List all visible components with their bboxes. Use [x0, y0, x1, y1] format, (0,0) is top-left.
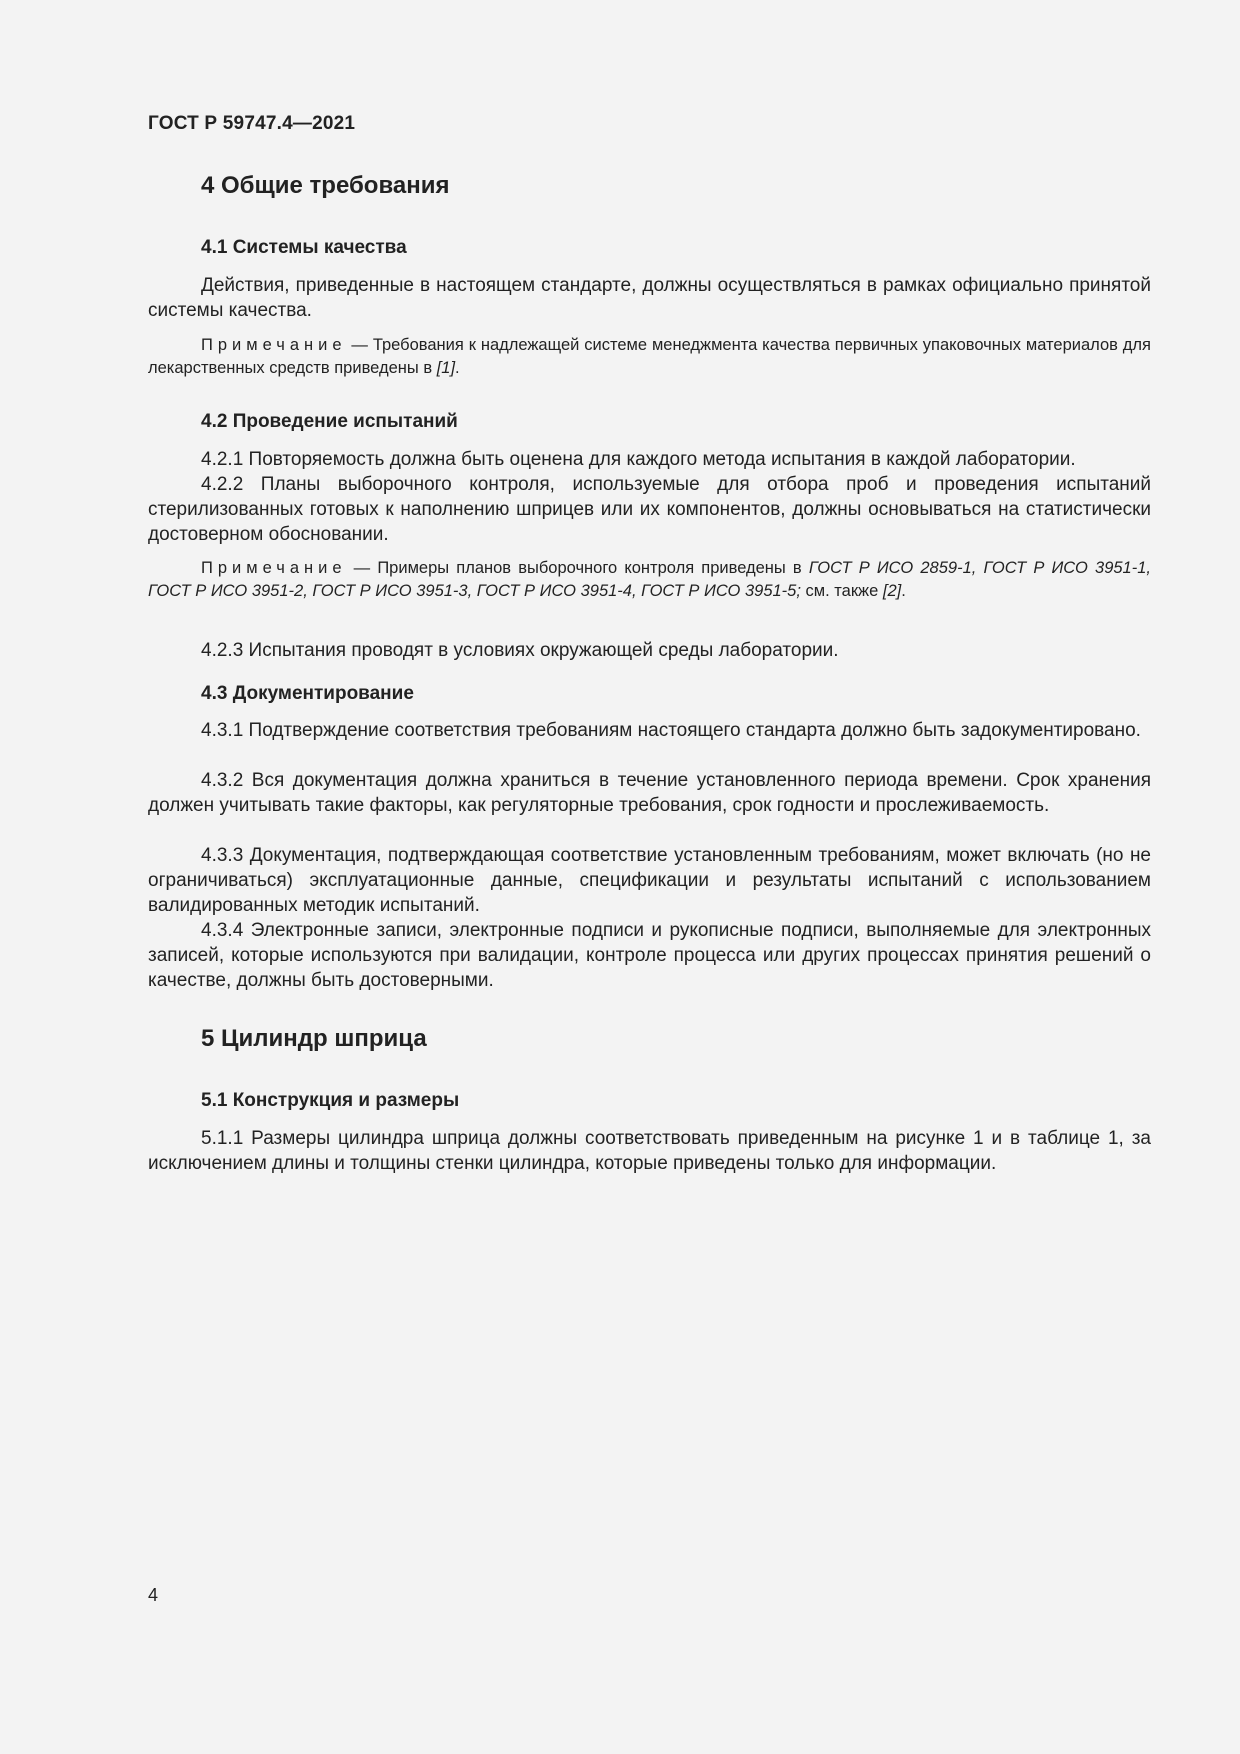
- paragraph: 4.3.3 Документация, подтверждающая соответствие установленным требованиям, может включать (но не ограничиваться) эксплуатационные данные, спецификации и результаты испытаний с использованием валидированных методик испытаний.: [148, 845, 1151, 916]
- section-5-1-title: 5.1 Конструкция и размеры: [201, 1090, 460, 1111]
- section-4-2-title: 4.2 Проведение испытаний: [201, 411, 458, 432]
- document-header: ГОСТ Р 59747.4—2021: [148, 113, 356, 134]
- paragraph: 4.3.1 Подтверждение соответствия требованиям настоящего стандарта должно быть задокументировано.: [201, 720, 1141, 741]
- paragraph: 4.3.4 Электронные записи, электронные подписи и рукописные подписи, выполняемые для электронных записей, которые используются при валидации, контроле процесса или других процессах принятия решений о качестве, должны быть достоверными.: [148, 920, 1151, 991]
- paragraph: 4.2.2 Планы выборочного контроля, используемые для отбора проб и проведения испытаний стерилизованных готовых к наполнению шприцев или их компонентов, должны основываться на статистически достоверном обосновании.: [148, 474, 1151, 545]
- paragraph: 4.3.2 Вся документация должна храниться в течение установленного периода времени. Срок хранения должен учитывать такие факторы, как регуляторные требования, срок годности и прослеживаемость.: [148, 770, 1151, 816]
- paragraph: Действия, приведенные в настоящем стандарте, должны осуществляться в рамках официально принятой системы качества.: [148, 275, 1151, 321]
- page-number: 4: [148, 1585, 159, 1605]
- paragraph: 4.2.3 Испытания проводят в условиях окружающей среды лаборатории.: [201, 640, 839, 661]
- note: Примечание — Примеры планов выборочного контроля приведены в ГОСТ Р ИСО 2859-1, ГОСТ Р ИСО 3951-1, ГОСТ Р ИСО 3951-2, ГОСТ Р ИСО 3951-3, ГОСТ Р ИСО 3951-4, ГОСТ Р ИСО 3951-5; см. также [2].: [148, 559, 1151, 600]
- paragraph: 4.2.1 Повторяемость должна быть оценена для каждого метода испытания в каждой лаборатории.: [201, 449, 1076, 470]
- note: Примечание — Требования к надлежащей системе менеджмента качества первичных упаковочных материалов для лекарственных средств приведены в [1].: [148, 336, 1151, 377]
- paragraph: 5.1.1 Размеры цилиндра шприца должны соответствовать приведенным на рисунке 1 и в таблице 1, за исключением длины и толщины стенки цилиндра, которые приведены только для информации.: [148, 1128, 1151, 1174]
- section-4-1-title: 4.1 Системы качества: [201, 237, 407, 258]
- section-4-title: 4 Общие требования: [201, 172, 450, 199]
- section-4-3-title: 4.3 Документирование: [201, 683, 414, 704]
- section-5-title: 5 Цилиндр шприца: [201, 1025, 427, 1052]
